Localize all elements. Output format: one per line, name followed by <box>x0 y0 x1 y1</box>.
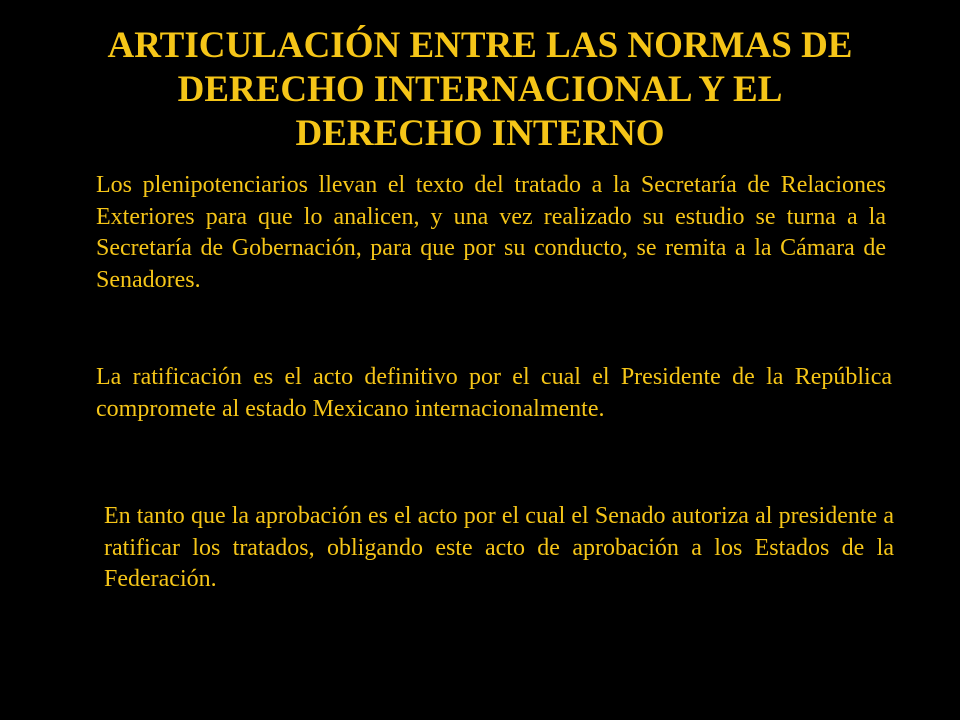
slide-title <box>40 24 920 156</box>
title-line-2: DERECHO INTERNACIONAL Y EL <box>177 69 783 110</box>
paragraph-ratificacion: La ratificación es el acto definitivo por el cual el Presidente de la República compromete al estado Mexicano internacionalmente. <box>96 364 892 422</box>
title-line-3: DERECHO INTERNO <box>295 113 665 154</box>
paragraph-aprobacion: En tanto que la aprobación es el acto por el cual el Senado autoriza al presidente a ratificar los tratados, obligando este acto de aprobación a los Estados de la Federación. <box>104 503 894 592</box>
paragraph-plenipotenciarios: Los plenipotenciarios llevan el texto del tratado a la Secretaría de Relaciones Exteriores para que lo analicen, y una vez realizado su estudio se turna a la Secretaría de Gobernación, para que por su conducto, se remita a la Cámara de Senadores. <box>96 172 886 293</box>
title-line-1: ARTICULACIÓN ENTRE LAS NORMAS DE <box>107 25 853 66</box>
